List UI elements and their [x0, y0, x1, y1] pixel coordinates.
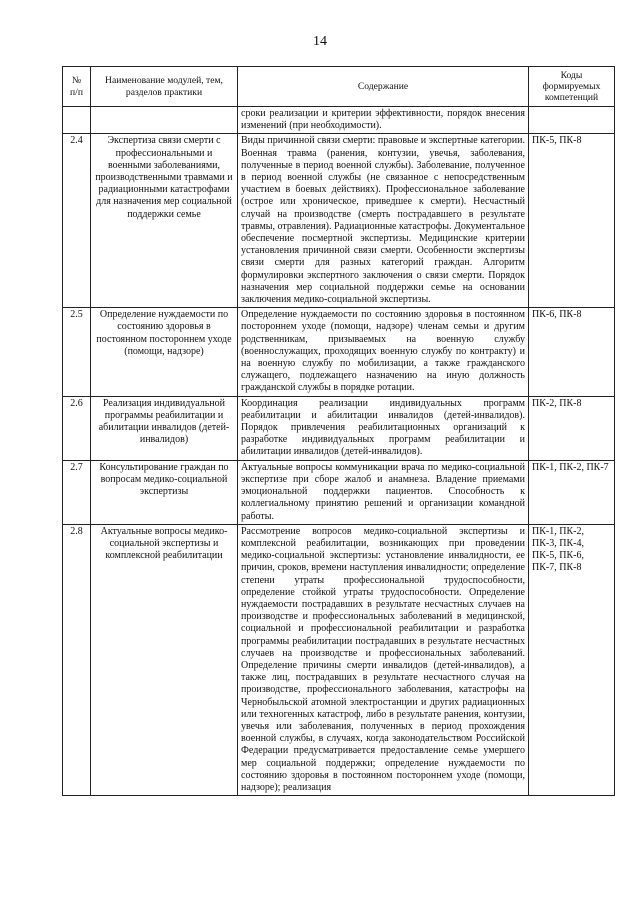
cell-content: сроки реализации и критерии эффективности, порядок внесения изменений (при необходимости). [238, 107, 529, 134]
row-codes: ПК-5, ПК-8 [529, 134, 615, 308]
cell-title [91, 107, 238, 134]
row-num: 2.7 [63, 460, 91, 524]
table-row [63, 134, 615, 308]
cell-codes [529, 107, 615, 134]
table-row [63, 308, 615, 396]
header-title: Наименование модулей, тем, разделов практики [91, 67, 238, 107]
row-title: Экспертиза связи смерти с профессиональными и военными заболеваниями, производственными травмами и радиационными катастрофами для назначения мер социальной поддержки семье [91, 134, 238, 308]
row-title: Реализация индивидуальной программы реабилитации и абилитации инвалидов (детей-инвалидов) [91, 396, 238, 460]
row-content: Определение нуждаемости по состоянию здоровья в постоянном постороннем уходе (помощи, надзоре) членам семьи и другим родственникам, призываемых на военную службу (военнослужащих, проходящих военную службу по контракту) и на военную службу по мобилизации, а также гражданского служащего, подлежащего назначению на иную должность гражданской службы в порядке ротации. [238, 308, 529, 396]
row-codes: ПК-6, ПК-8 [529, 308, 615, 396]
row-num: 2.5 [63, 308, 91, 396]
row-num: 2.4 [63, 134, 91, 308]
row-content: Актуальные вопросы коммуникации врача по медико-социальной экспертизе при сборе жалоб и анамнеза. Владение приемами эмоциональной поддержки пациентов. Способность к коллегиальному принятию решений и организации командной работы. [238, 460, 529, 524]
header-num [63, 67, 91, 107]
page-number: 14 [313, 34, 327, 49]
header-content: Содержание [238, 67, 529, 107]
row-title: Консультирование граждан по вопросам медико-социальной экспертизы [91, 460, 238, 524]
row-codes: ПК-2, ПК-8 [529, 396, 615, 460]
row-content: Виды причинной связи смерти: правовые и экспертные категории. Военная травма (ранения, контузии, увечья, заболевания, полученные в период военной службы). Заболевание, полученное в период военной службы (не связанное с непосредственным участием в боевых действиях). Профессиональное заболевание (острое или хроническое, приведшее к смерти). Несчастный случай на производстве (смерть пострадавшего в результате травмы, отравления). Радиационные катастрофы. Документальное обеспечение посмертной экспертизы. Медицинские критерии установления причинной связи смерти. Особенности экспертизы связи смерти для разных категорий граждан. Алгоритм формулировки экспертного заключения о связи смерти. Порядок назначения мер социальной поддержки семье на основании заключения медико-социальной экспертизы. [238, 134, 529, 308]
table-header-row [63, 67, 615, 107]
cell-num [63, 107, 91, 134]
row-codes: ПК-1, ПК-2, ПК-3, ПК-4, ПК-5, ПК-6, ПК-7, ПК-8 [529, 524, 615, 795]
curriculum-table [62, 66, 615, 796]
table-row [63, 524, 615, 795]
table-row-continuation [63, 107, 615, 134]
row-title: Актуальные вопросы медико-социальной экспертизы и комплексной реабилитации [91, 524, 238, 795]
table-row [63, 396, 615, 460]
row-title: Определение нуждаемости по состоянию здоровья в постоянном постороннем уходе (помощи, надзоре) [91, 308, 238, 396]
row-codes: ПК-1, ПК-2, ПК-7 [529, 460, 615, 524]
row-num: 2.8 [63, 524, 91, 795]
header-codes: Коды формируемых компетенций [529, 67, 615, 107]
row-content: Координация реализации индивидуальных программ реабилитации и абилитации инвалидов (детей-инвалидов). Порядок привлечения реабилитационных организаций к разработке индивидуальных программ реабилитации и абилитации инвалидов (детей-инвалидов). [238, 396, 529, 460]
table-row [63, 460, 615, 524]
header-num-label: № п/п [70, 75, 83, 98]
row-num: 2.6 [63, 396, 91, 460]
row-content: Рассмотрение вопросов медико-социальной экспертизы и комплексной реабилитации, возникающих при проведении медико-социальной экспертизы: установление инвалидности, ее причин, сроков, времени наступления инвалидности; определение степени утраты профессиональной трудоспособности, определение стойкой утраты трудоспособности. Определение нуждаемости пострадавших в результате несчастных случаев на производстве и профессиональных заболеваний в медицинской, социальной и профессиональной реабилитации и разработка программы реабилитации пострадавших в результате несчастных случаев на производстве и профессиональных заболеваний. Определение причины смерти инвалидов (детей-инвалидов), а также лиц, пострадавших в результате несчастного случая на производстве, профессионального заболевания, катастрофы на Чернобыльской атомной электростанции и других радиационных или техногенных катастроф, либо в результате ранения, контузии, увечья или заболевания, полученных в период прохождения военной службы, в случаях, когда законодательством Российской Федерации предусматривается предоставление семье умершего мер социальной поддержки; определение нуждаемости по состоянию здоровья в постоянном постороннем уходе (помощи, надзоре); реализация [238, 524, 529, 795]
